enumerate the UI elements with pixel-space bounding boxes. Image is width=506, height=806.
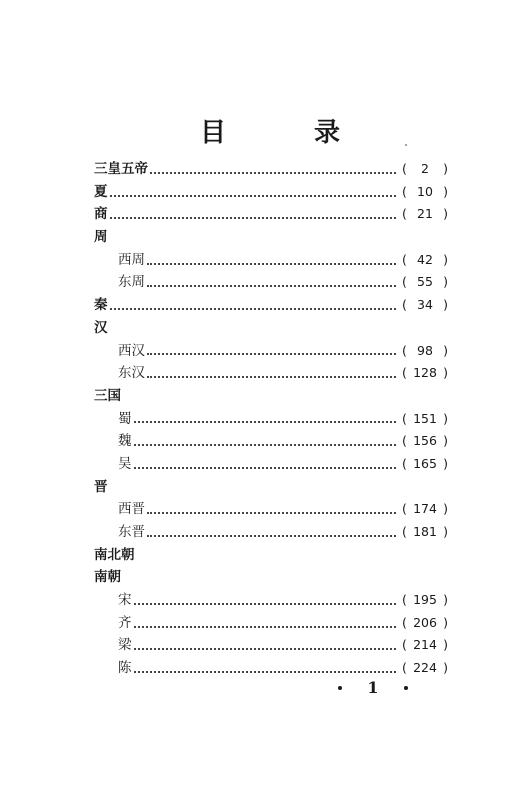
toc-entry-label: 西汉 [118,342,145,359]
paren-open: ( [402,410,407,426]
paren-close: ) [443,614,448,630]
toc-page-number: 156 [413,433,437,449]
toc-entry-label: 魏 [118,433,132,450]
toc-page-number: 206 [413,614,437,630]
paren-close: ) [443,206,448,222]
toc-page-ref [402,271,448,294]
toc-subentry [94,634,448,657]
toc-page-ref [402,362,448,385]
paren-close: ) [443,637,448,653]
toc-entry-label: 齐 [118,614,132,631]
toc-entry-label: 东汉 [118,365,145,382]
toc-entry-label: 周 [94,229,108,246]
dot-leader [150,171,396,174]
toc-entry-label: 宋 [118,592,132,609]
toc-entry-label: 南北朝 [94,546,135,563]
paren-open: ( [402,365,407,381]
toc-entry [94,476,448,499]
dot-leader [134,670,397,673]
toc-subentry [94,612,448,635]
toc-entry [94,317,448,340]
toc-subentry [94,521,448,544]
toc-page-ref [402,158,448,181]
paren-close: ) [443,183,448,199]
toc-entry-label: 蜀 [118,410,132,427]
toc-entry-label: 三国 [94,387,121,404]
paren-close: ) [443,274,448,290]
paren-open: ( [402,342,407,358]
toc-page-number: 224 [413,660,437,676]
toc-page-number: 55 [417,274,433,290]
toc-entry [94,181,448,204]
dot-leader [134,443,397,446]
toc-page-ref [402,657,448,680]
toc-page-number: 2 [421,161,429,176]
toc-entry-label: 商 [94,206,108,223]
toc-page-ref [402,521,448,544]
toc-page-ref [402,634,448,657]
toc-page-ref [402,498,448,521]
toc-entry-label: 夏 [94,183,108,200]
toc-subentry [94,362,448,385]
toc-page-ref [402,453,448,476]
toc-entry-label: 南朝 [94,569,121,586]
dot-leader [147,352,396,355]
paren-open: ( [402,251,407,267]
paren-close: ) [443,501,448,517]
toc-page-ref [402,294,448,317]
toc-entry-label: 西周 [118,251,145,268]
toc-entry [94,566,448,589]
toc-subentry [94,340,448,363]
paren-close: ) [443,410,448,426]
paren-close: ) [443,365,448,381]
toc-entry-label: 陈 [118,660,132,677]
toc-page-ref [402,249,448,272]
toc-page-number: 10 [417,183,433,199]
title-char-1: 目 [200,118,227,148]
paren-open: ( [402,637,407,653]
paren-open: ( [402,614,407,630]
dot-leader [147,284,396,287]
dot-leader [110,307,397,310]
toc-page-number: 128 [413,365,437,381]
toc-subentry [94,589,448,612]
toc-subentry [94,498,448,521]
toc-subentry [94,408,448,431]
toc-subentry [94,657,448,680]
toc-entry [94,226,448,249]
toc-page-ref [402,408,448,431]
toc-entry [94,158,448,181]
dot-leader [110,194,397,197]
paren-close: ) [443,524,448,539]
dot-leader [147,511,396,514]
toc-page-number: 165 [413,455,437,471]
toc-page-ref [402,340,448,363]
toc-page-ref [402,612,448,635]
footer-dot-left [338,686,342,690]
paren-close: ) [443,297,448,313]
dot-leader [110,216,397,219]
paren-open: ( [402,501,407,517]
print-speck [405,144,407,146]
toc-entry-label: 晋 [94,478,108,495]
toc-page-number: 214 [413,637,437,653]
toc-entry-label: 吴 [118,455,132,472]
dot-leader [134,602,397,605]
toc-page-number: 34 [417,297,433,313]
page-footer [338,678,408,697]
paren-close: ) [443,161,448,176]
toc-page-number: 21 [417,206,433,222]
toc-entry-label: 东周 [118,274,145,291]
paren-open: ( [402,274,407,290]
toc-entry [94,203,448,226]
toc-entry-label: 汉 [94,319,108,336]
paren-close: ) [443,592,448,608]
paren-open: ( [402,592,407,608]
toc-page-ref [402,203,448,226]
title-char-2: 录 [313,118,340,148]
paren-open: ( [402,660,407,676]
toc-page-number: 151 [413,410,437,426]
dot-leader [134,625,397,628]
toc-page-ref [402,589,448,612]
dot-leader [147,262,396,265]
toc-subentry [94,249,448,272]
toc-page-number: 42 [417,251,433,267]
toc-page-number: 181 [413,524,437,539]
paren-open: ( [402,161,407,176]
dot-leader [147,375,396,378]
toc-subentry [94,430,448,453]
footer-page-number: 1 [367,678,379,697]
footer-dot-right [404,686,408,690]
toc-page-number: 195 [413,592,437,608]
toc-page-number: 174 [413,501,437,517]
toc-entry [94,544,448,567]
toc-entry-label: 梁 [118,637,132,654]
toc-subentry [94,271,448,294]
toc-entry-label: 秦 [94,297,108,314]
paren-open: ( [402,455,407,471]
paren-close: ) [443,660,448,676]
toc-page-number: 98 [417,342,433,358]
paren-open: ( [402,206,407,222]
paren-close: ) [443,251,448,267]
dot-leader [134,420,397,423]
toc-entry-label: 三皇五帝 [94,161,148,177]
dot-leader [147,534,396,537]
paren-open: ( [402,524,407,539]
paren-close: ) [443,433,448,449]
paren-close: ) [443,342,448,358]
paren-open: ( [402,183,407,199]
toc-entry-label: 东晋 [118,524,145,540]
toc-entry [94,294,448,317]
dot-leader [134,466,397,469]
page-title [200,112,340,149]
toc-entry-label: 西晋 [118,501,145,518]
paren-open: ( [402,297,407,313]
toc-entry [94,385,448,408]
dot-leader [134,647,397,650]
table-of-contents [94,158,448,680]
paren-close: ) [443,455,448,471]
toc-page-ref [402,430,448,453]
toc-page-ref [402,181,448,204]
toc-subentry [94,453,448,476]
paren-open: ( [402,433,407,449]
